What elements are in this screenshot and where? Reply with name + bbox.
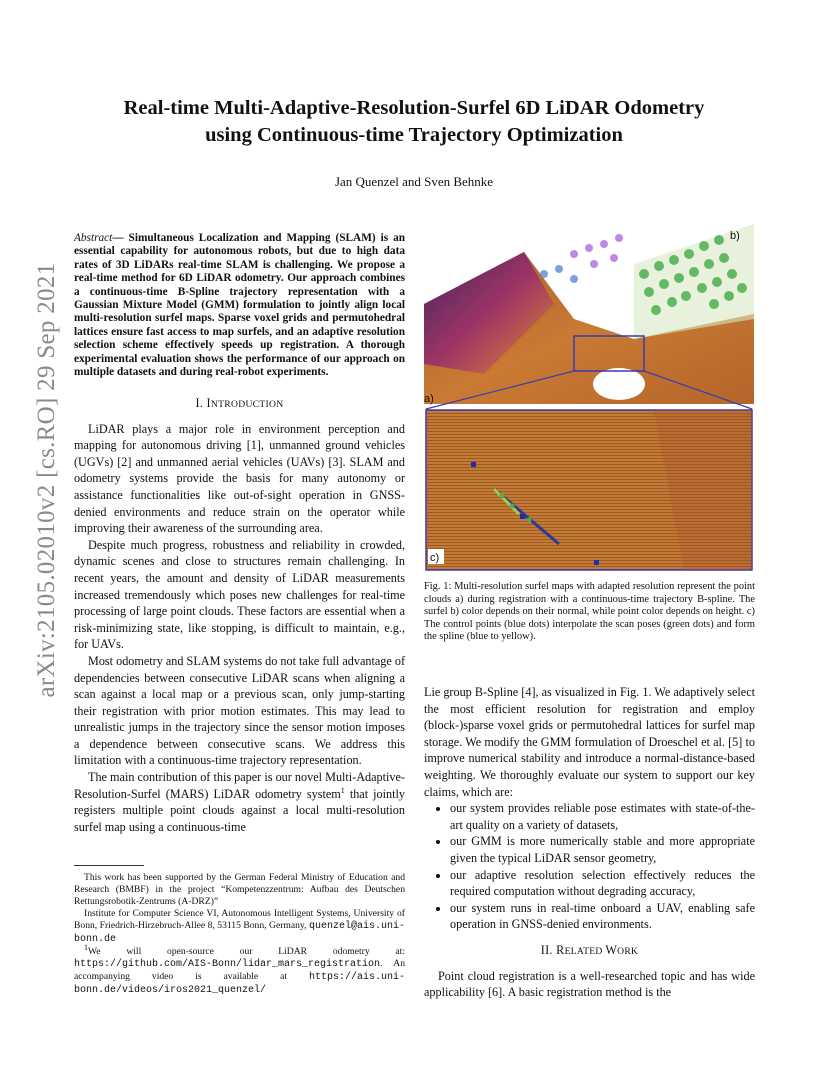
author-email[interactable]: quenzel@ais.uni-bonn.de (74, 921, 405, 945)
abstract-label: Abstract (74, 232, 113, 244)
code-url[interactable]: https://github.com/AIS-Bonn/lidar_mars_registration (74, 959, 381, 970)
authors: Jan Quenzel and Sven Behnke (334, 174, 494, 189)
footnote-marker: 1 (340, 785, 345, 795)
claim-item: • our system runs in real-time onboard a UAV, enabling safe operation in GNSS-denied environments. (450, 900, 755, 933)
figure-1 (424, 224, 754, 572)
footnotes (74, 872, 405, 997)
title-line-1: Real-time Multi-Adaptive-Resolution-Surfel 6D LiDAR Odometry (123, 97, 705, 119)
abstract (74, 232, 405, 379)
intro-paragraph-2: Despite much progress, robustness and reliability in crowded, dynamic scenes and close to structures remain challenging. In recent years, the amount and density of LiDAR measurements increased tremendously which poses new challenges for real-time processing of large point clouds. These factors are essential when a risk-minimizing state, like stopping, is difficult to maintain, e.g., for UAVs. (74, 537, 405, 652)
figure-1-caption: Fig. 1: Multi-resolution surfel maps with adapted resolution represent the point clouds a) during registration with a continuous-time trajectory B-spline. The surfel b) color depends on their normal, while point color depends on height. c) The control points (blue dots) interpolate the scan poses (green dots) and form the spline (blue to yellow). (424, 581, 755, 643)
video-url[interactable]: https://ais.uni-bonn.de/videos/iros2021_quenzel/ (74, 972, 405, 996)
right-paragraph-2: Point cloud registration is a well-researched topic and has wide applicability [6]. A basic registration method is the (424, 968, 755, 1000)
figure-1-image (424, 224, 754, 572)
figure-label-b: b) (730, 230, 740, 242)
footnote-rule (74, 865, 144, 866)
figure-label-a: a) (424, 393, 434, 405)
intro-paragraph-1: LiDAR plays a major role in environment perception and mapping for autonomous driving [1], unmanned ground vehicles (UGVs) [2] and unmanned aerial vehicles (UAVs) [3]. SLAM and odometry systems provide the basis for many autonomy or assistance functionalities like out-of-sight operation in GNSS-denied environments and reduce strain on the operator while improving their awareness of the surrounding area. (74, 421, 405, 536)
right-column-text (424, 684, 755, 1001)
claim-item: • our GMM is more numerically stable and more appropriate given the typical LiDAR sensor geometry, (450, 833, 755, 866)
figure-label-c: c) (430, 552, 440, 564)
introduction-section (74, 395, 405, 835)
right-paragraph-1: Lie group B-Spline [4], as visualized in Fig. 1. We adaptively select the most efficient resolution for registration and employ (block-)sparse voxel grids or permutohedral lattices for surfel map storage. We modify the GMM formulation of Droeschel et al. [5] to improve numerical stability and introduce a normal-distance-based weighting. We thoroughly evaluate our system to support our key claims, which are: (424, 685, 755, 799)
title-line-2: using Continuous-time Trajectory Optimization (205, 124, 623, 146)
abstract-text: — Simultaneous Localization and Mapping (SLAM) is an essential capability for autonomous robots, but due to high data rates of 3D LiDARs real-time SLAM is challenging. We propose a real-time method for 6D LiDAR odometry. Our approach combines a continuous-time B-Spline trajectory representation with a Gaussian Mixture Model (GMM) formulation to jointly align local multi-resolution surfel maps. Sparse voxel grids and permutohedral lattices ensure fast access to map surfels, and an adaptive resolution selection scheme effectively speeds up registration. A thorough experimental evaluation shows the performance of our approach on multiple datasets and during real-robot experiments. (74, 232, 405, 379)
intro-paragraph-3: Most odometry and SLAM systems do not take full advantage of dependencies between consecutive LiDAR scans when aligning a scan against a local map or a previous scan, only jump-starting their registration with prior motion estimates. This may lead to unrealistic jumps in the trajectory since the sensor motion imposes a dependence between consecutive scans. We address this limitation with a continuous-time trajectory representation. (74, 653, 405, 768)
claim-item: • our system provides reliable pose estimates with state-of-the-art quality on a variety of datasets, (450, 800, 755, 833)
control-point (471, 462, 476, 467)
control-point (520, 514, 525, 519)
arxiv-id: arXiv:2105.02010v2 [cs.RO] 29 Sep 2021 (33, 262, 60, 698)
footnote-1: $^1$We will open-source our LiDAR odometry at: https://github.com/AIS-Bonn/lidar_mars_registration. An accompanying video is available at https://ais.uni-bonn.de/videos/iros2021_quenzel/ (74, 942, 405, 996)
paper-title (60, 95, 768, 149)
claim-item: • our adaptive resolution selection effectively reduces the required computation without degrading accuracy, (450, 867, 755, 900)
control-point (594, 560, 599, 565)
footnote-affiliation: Institute for Computer Science VI, Autonomous Intelligent Systems, University of Bonn, Friedrich-Hirzebruch-Allee 8, 53115 Bonn, Germany, quenzel@ais.uni-bonn.de (74, 908, 405, 945)
section-heading-introduction: I. INTRODUCTION (195, 396, 284, 410)
intro-paragraph-4: The main contribution of this paper is our novel Multi-Adaptive-Resolution-Surfel (MARS) LiDAR odometry system$^1$ that jointly registers multiple point clouds against a local multi-resolution surfel map using a continuous-time (74, 770, 405, 834)
key-claims-list (424, 800, 755, 933)
section-heading-related-work: II. RELATED WORK (540, 942, 639, 957)
footnote-funding: This work has been supported by the German Federal Ministry of Education and Research (BMBF) in the project “Kompetenzzentrum: Aufbau des Deutschen Rettungsrobotik-Zentrums (A-DRZ)” (74, 872, 405, 907)
